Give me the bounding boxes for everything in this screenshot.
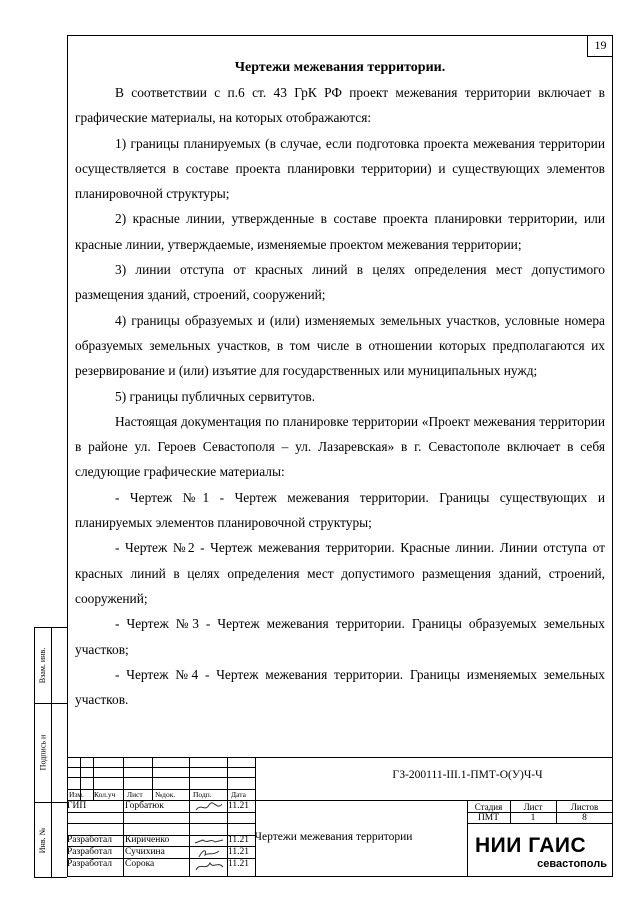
paragraph: 1) границы планируемых (в случае, если подготовка проекта межевания территории осуществляется в составе проекта планировки территории) и существующих элементов планировочной структуры; (75, 135, 605, 202)
sheet-label: Лист (523, 802, 543, 812)
paragraph: - Чертеж №4 - Чертеж межевания территории. Границы изменяемых земельных участков. (75, 666, 605, 708)
org-sub: севастополь (537, 858, 607, 870)
header-kol: Кол.уч (94, 790, 116, 799)
name-cell: Сорока (125, 859, 155, 869)
name-cell: Горбатюк (125, 801, 164, 811)
header-list: Лист (127, 790, 143, 799)
signature-mark (193, 801, 225, 813)
paragraph: В соответствии с п.6 ст. 43 ГрК РФ проект межевания территории включает в графические материалы, на которых отображаются: (75, 85, 605, 126)
paragraph: 3) линии отступа от красных линий в целях определения мест допустимого размещения зданий, строений, сооружений; (75, 262, 605, 303)
side-label-vzam: Взам. инв. (38, 647, 48, 684)
paragraph: Настоящая документация по планировке территории «Проект межевания территории в районе ул. Героев Севастополя – ул. Лазаревская» в г. Севастополе включает в себя следующие графические материалы: (75, 413, 605, 480)
role-cell: ГИП (67, 801, 87, 811)
signature-mark (193, 859, 225, 873)
stage-label: Стадия (474, 802, 503, 812)
sheet-value: 1 (530, 813, 536, 823)
org-logo (467, 834, 613, 877)
signature-mark (193, 847, 225, 859)
paragraph: 4) границы образуемых и (или) изменяемых земельных участков, условные номера образуемых земельных участков, в том числе в отношении которых предполагаются их резервирование и (или) изъятие для государственных или муниципальных нужд; (75, 312, 605, 379)
side-label-podpis: Подпись и (38, 734, 48, 771)
sheets-label: Листов (570, 802, 599, 812)
paragraph: - Чертеж №1 - Чертеж межевания территории. Границы существующих и планируемых элементов планировочной структуры; (75, 489, 605, 531)
side-label-inv: Инв. № (38, 827, 48, 853)
date-cell: 11.21 (228, 847, 250, 857)
side-margin-table (34, 627, 67, 878)
header-doc: №док. (155, 790, 176, 799)
sheet-name: Чертежи межевания территории (254, 831, 413, 843)
date-cell: 11.21 (228, 801, 250, 811)
stage-value: ПМТ (477, 813, 500, 823)
paragraph: 5) границы публичных сервитутов. (115, 388, 316, 404)
role-cell: Разработал (67, 859, 112, 869)
date-cell: 11.21 (228, 835, 250, 845)
sheets-value: 8 (582, 813, 587, 823)
header-date: Дата (231, 790, 246, 799)
role-cell: Разработал (67, 847, 112, 857)
header-izm: Изм. (69, 790, 84, 799)
document-title: Чертежи межевания территории. (234, 60, 446, 75)
paragraph: - Чертеж №3 - Чертеж межевания территории. Границы образуемых земельных участков; (75, 616, 605, 657)
org-main: НИИ ГАИС (475, 834, 587, 857)
document-body (75, 80, 605, 712)
name-cell: Сучихина (125, 847, 165, 857)
name-cell: Кириченко (125, 835, 170, 845)
paragraph: - Чертеж №2 - Чертеж межевания территории. Красные линии. Линии отступа от красных линий в целях определения мест допустимого размещения зданий, строений, сооружений; (75, 540, 605, 606)
paragraph: 2) красные линии, утвержденные в составе проекта планировки территории, или красные линии, утверждаемые, изменяемые проектом межевания территории; (75, 211, 605, 252)
page-number: 19 (587, 35, 613, 57)
document-code: ГЗ-200111-III.1-ПМТ-О(У)Ч-Ч (392, 769, 543, 781)
date-cell: 11.21 (228, 859, 250, 869)
header-podp: Подп. (193, 790, 212, 799)
role-cell: Разработал (67, 835, 112, 845)
